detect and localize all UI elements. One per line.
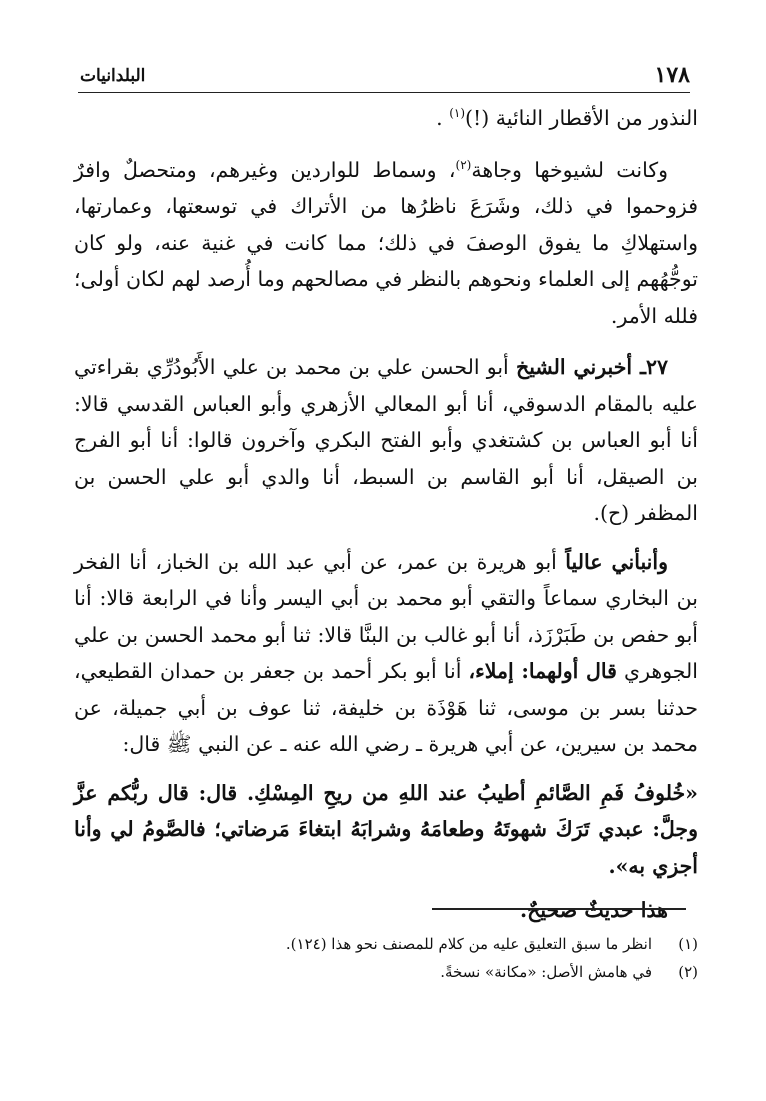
main-text bbox=[74, 100, 698, 929]
chain-text-1: أبو الحسن علي بن محمد بن علي الأَبُودُرِّي بقراءتي عليه بالمقام الدسوقي، أنا أبو المعالي الأزهري وأبو العباس القدسي قالا: أنا أبو العباس بن كشتغدي وأبو الفتح البكري وآخرون قالوا: أنا أبو الفرج بن الصيقل، أنا أبو القاسم بن السبط، أنا والدي أبو علي الحسن بن المظفر (ح). bbox=[74, 355, 698, 525]
footnote-ref-1: (١) bbox=[449, 106, 466, 121]
footnote-number: (٢) bbox=[678, 963, 698, 981]
chain-text-2-bold: قال أولهما: إملاء، bbox=[468, 659, 617, 683]
running-title: البلدانيات bbox=[80, 66, 146, 86]
footnote-text: في هامش الأصل: «مكانة» نسخةً. bbox=[440, 963, 652, 981]
hadith-text: «خُلوفُ فَمِ الصَّائمِ أطيبُ عند اللهِ من ريحِ المِسْكِ. قال: قال ربُّكم عزَّ وجلَّ: عبدي تَرَكَ شهوتَهُ وطعامَهُ وشرابَهُ ابتغاءَ مَرضاتي؛ فالصَّومُ لي وأنا أجزي به». bbox=[74, 780, 698, 878]
paragraph-2 bbox=[74, 152, 698, 335]
footnote-ref-2: (٢) bbox=[455, 157, 472, 172]
footnote-text: انظر ما سبق التعليق عليه من كلام للمصنف نحو هذا (١٢٤). bbox=[285, 935, 652, 953]
paragraph-1-end: . bbox=[436, 106, 450, 130]
page-header bbox=[78, 62, 690, 93]
footnote-number: (١) bbox=[678, 935, 698, 953]
chain-text-2b: أنا أبو بكر أحمد بن جعفر بن حمدان القطيعي، حدثنا بسر بن موسى، ثنا هَوْذَة بن خليفة، ثنا عوف بن أبي جميلة، عن محمد بن سيرين، عن أبي هريرة ـ رضي الله عنه ـ عن النبي ﷺ قال: bbox=[74, 659, 698, 756]
paragraph-1-text: النذور من الأقطار النائية (!) bbox=[465, 106, 698, 130]
chain-text-2a: أبو هريرة بن عمر، عن أبي عبد الله بن الخباز، أنا الفخر بن البخاري سماعاً والتقي أبو محمد بن أبي اليسر وأنا في الرابعة قالا: أنا أبو حفص بن طَبَرْزَذ، أنا أبو غالب بن البنَّا قالا: ثنا أبو محمد الحسن بن علي الجوهري bbox=[74, 549, 698, 683]
paragraph-2-text-b: ، وسماط للواردين وغيرهم، ومتحصلٌ وافرٌ فزوحموا في ذلك، وشَرَعَ ناظرُها من الأتراك في توسعتها، وعمارتها، واستهلاكِ ما يفوق الوصفَ في ذلك؛ مما كانت في غنية عنه، ولو كان توجُّهُهم إلى العلماء ونحوهم بالنظر في مصالحهم وما أُرصد لهم لكان أولى؛ فلله الأمر. bbox=[74, 157, 698, 328]
hadith-27-chain-2 bbox=[74, 544, 698, 763]
hadith-27-chain bbox=[74, 349, 698, 532]
footnote-2 bbox=[74, 958, 698, 986]
page-number: ١٧٨ bbox=[654, 62, 690, 88]
paragraph-2-text-a: وكانت لشيوخها وجاهة bbox=[471, 157, 669, 182]
chain-2-lead: وأنبأني عالياً bbox=[565, 549, 668, 574]
footnote-1 bbox=[74, 930, 698, 958]
hadith-verdict: هذا حديثٌ صحيحٌ. bbox=[519, 898, 668, 922]
paragraph-1 bbox=[74, 100, 698, 137]
hadith-number-lead: ٢٧ـ أخبرني الشيخ bbox=[515, 355, 668, 379]
footnotes bbox=[74, 930, 698, 986]
footnote-separator bbox=[432, 908, 686, 910]
